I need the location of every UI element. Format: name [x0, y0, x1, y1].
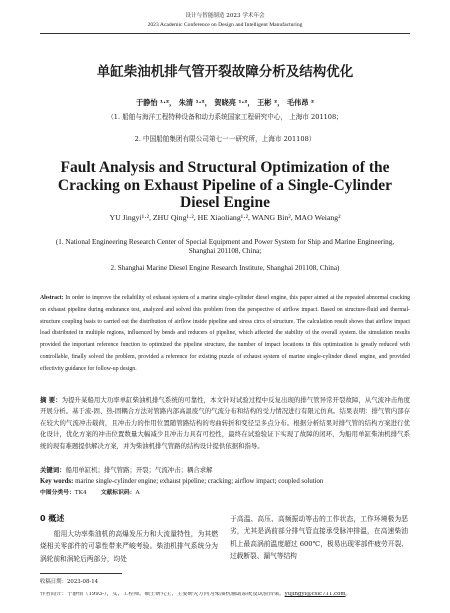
classification-line	[40, 491, 410, 497]
cn-abstract	[40, 395, 410, 452]
cn-abstract-text: 为提升某船用大功率单缸柴油机排气系统的可靠性，本文针对试验过程中反复出现的排气管异常开裂故障，从气流冲击角度开展分析。基于流-固、热-固耦合方法对管路内部高温废气的气流分布和结构的受力情况进行有限元仿真。结果表明：排气管内部存在较大的气流冲击载荷，且冲击力的作用位置随管路结构的弯曲转折和变径呈多点分布。根据分析结果对排气管的结构方案进行优化设计，优化方案的冲击位置数量大幅减少且冲击力具有可控性，最终在试验验证下实现了故障的闭环，为船用单缸柴油机排气系统的现有难题提供解决方案，并为柴油机排气管路的结构设计提供依据和指导。	[40, 396, 411, 450]
author-email-link[interactable]: yujingyi@csic711.com	[284, 592, 346, 597]
doc-code-label: 文献标识码：	[100, 490, 136, 496]
cn-affiliation-2: 2. 中国船舶集团有限公司第七一一研究所，上海市 201108）	[134, 135, 316, 143]
en-keywords-label: Key words:	[40, 478, 74, 485]
body-right-column: 于高温、高压、高频振动等击的工作状态，工作环境极为恶劣，尤其是涡前部分排气管直接承受脉冲排温，在高速柴油机上最高涡前温度超过 600℃，极易出现零部件疲劳开裂、过载断裂、漏气等结构	[230, 515, 408, 560]
cn-keywords-label: 关键词：	[40, 466, 66, 474]
running-header-cn: 设计与智能制造 2023 学术年会	[185, 13, 265, 19]
en-abstract	[40, 293, 410, 376]
en-affiliation-2: 2. Shanghai Marine Diesel Engine Research Institute, Shanghai 201108, China)	[110, 264, 340, 272]
author-bio	[40, 592, 410, 597]
en-affiliation-1: (1. National Engineering Research Center of Special Equipment and Power System for Ship and Marine Engineering, Shanghai 201108, China;	[55, 238, 395, 256]
clc-label: 中图分类号：	[40, 490, 75, 496]
received-label: 收稿日期：	[40, 579, 67, 585]
en-keywords-text: marine single-cylinder engine; exhaust pipeline; cracking; airflow impact; coupled solution	[75, 478, 324, 485]
running-header-en: 2023 Academic Conference on Design and Intelligent Manufacturing	[147, 22, 303, 28]
received-value: 2023-08-14	[66, 579, 99, 585]
header-rule	[40, 33, 410, 34]
author-bio-end: 。	[345, 592, 351, 597]
cn-authors: 于静怡 ¹·²， 朱清 ¹·²， 贺晓亮 ¹·²， 王彬 ²， 毛伟昂 ²	[135, 98, 315, 107]
en-authors: YU Jingyi¹·², ZHU Qing¹·², HE Xiaoliang¹·², WANG Bin², MAO Weiang²	[109, 213, 341, 222]
cn-abstract-label: 摘 要：	[40, 396, 62, 404]
cn-title: 单缸柴油机排气管开裂故障分析及结构优化	[96, 64, 354, 80]
received-date	[40, 580, 98, 585]
footnote-rule	[40, 573, 122, 574]
cn-keywords-text: 船用单缸机；排气管路；开裂；气流冲击；耦合求解	[65, 466, 213, 474]
clc-value: TK4	[74, 490, 87, 496]
en-keywords	[40, 479, 410, 486]
section-heading: 0 概述	[40, 514, 65, 523]
en-abstract-text: In order to improve the reliability of exhaust system of a marine single-cylinder diesel engine, this paper aimed at the repeated abnormal cracking on exhaust pipeline during endurance test, analyzed and solved this problem from the perspective of airflow impact. Based on structure-fluid and thermal-structure coupling basis to carried out the distribution of airflow inside pipeline and stress circs of structure. The calculation result shows that airflow impact load distributed in multiple regions, influenced by bends and reducers of pipeline, which affected the stability of the overall system. the simulation results provided the important reference function to optimized the pipeline structure, the number of impact locations in this optimization is greatly reduced with controllable, finally solved the problem, provided a reference for existing puzzle of exhaust system of marine single-cylinder diesel engine, and provided effectivity guidance for follow-up design.	[40, 295, 410, 372]
body-left-text: 船用大功率柴油机的高爆发压力和大流量特性，为其燃烧相关零部件的可靠性带来严峻考验。柴油机排气系统分为涡轮前和涡轮后两部分，均处	[40, 530, 219, 563]
author-bio-text: 作者简介：于静怡（1993-），女，工程师，硕士研究生，主要研究方向为柴油机辅助系统及试验台架。	[40, 592, 285, 597]
cn-keywords	[40, 467, 410, 473]
body-left-column	[40, 528, 218, 565]
doc-code-value: A	[135, 490, 140, 496]
en-abstract-label: Abstract:	[40, 295, 64, 301]
en-title: Fault Analysis and Structural Optimization of the Cracking on Exhaust Pipeline of a Single-Cylinder Diesel Engine	[57, 159, 393, 211]
cn-affiliation-1: （1. 船舶与海洋工程特种设备和动力系统国家工程研究中心， 上海市 201108；	[107, 113, 343, 121]
